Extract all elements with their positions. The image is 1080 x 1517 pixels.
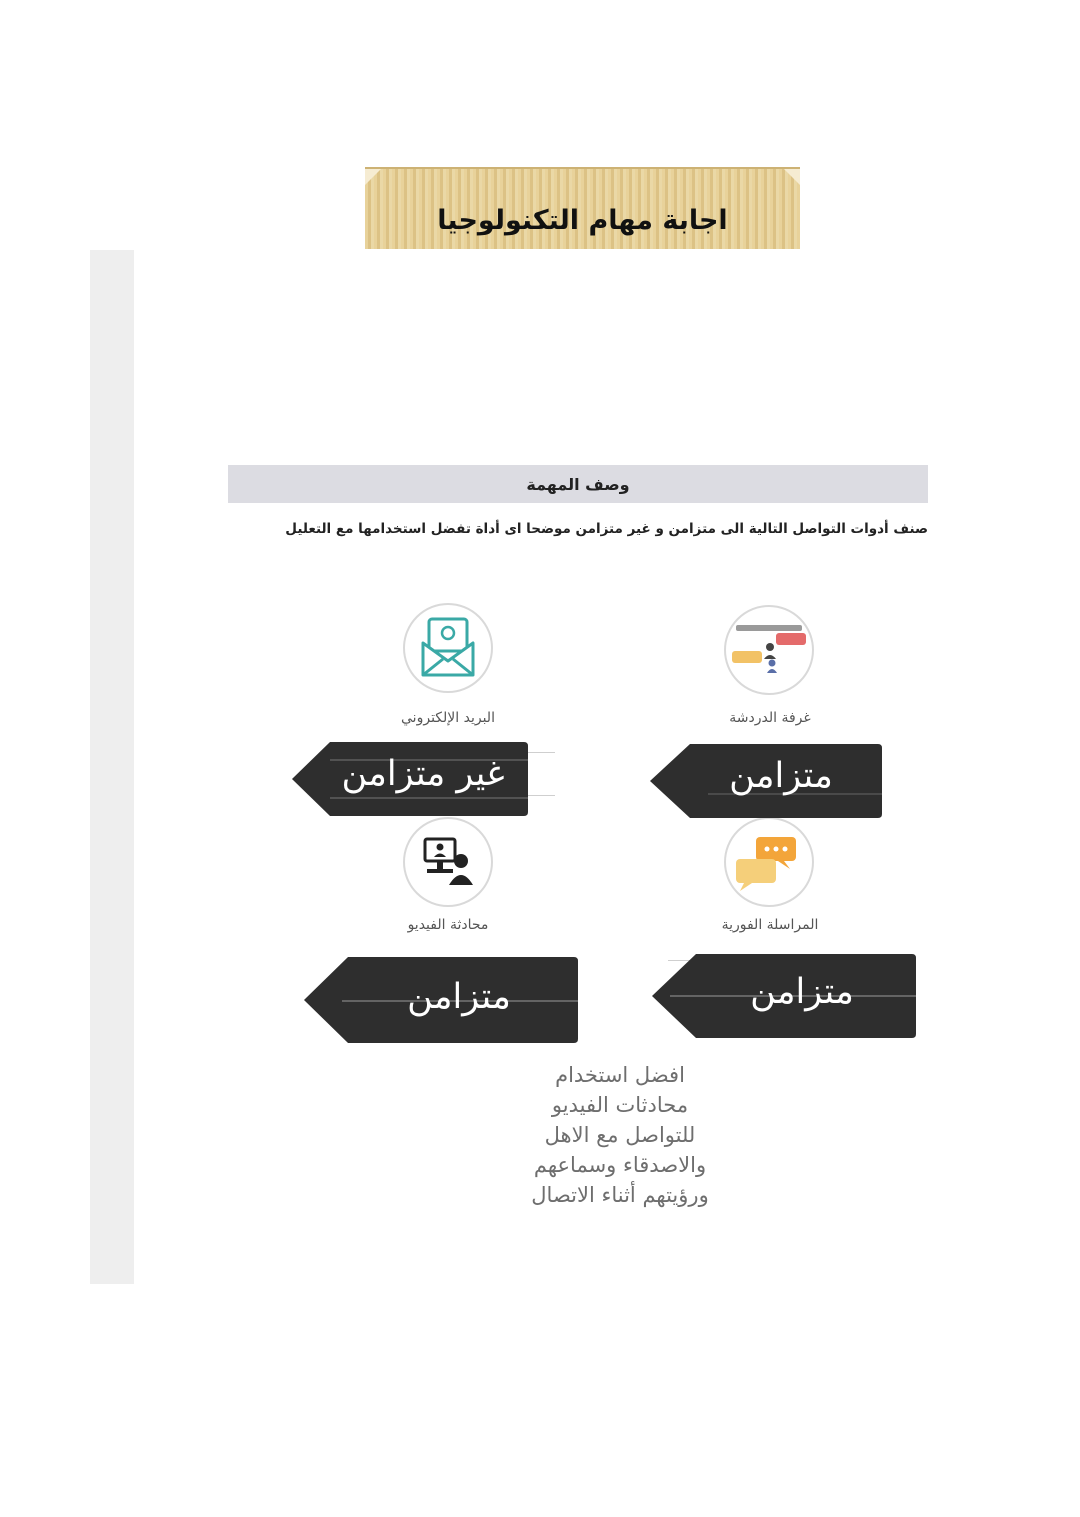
video-conference-icon [403, 817, 493, 907]
note-line: والاصدقاء وسماعهم [533, 1153, 707, 1177]
envelope-at-icon [403, 603, 493, 693]
task-instruction: صنف أدوات التواصل التالية الى متزامن و غير متزامن موضحا اى أداة تفضل استخدامها مع التعليل [285, 521, 928, 537]
answer-arrow-email [290, 740, 530, 818]
note-line: ورؤيتهم أثناء الاتصال [531, 1183, 709, 1207]
note-line: افضل استخدام [555, 1063, 685, 1087]
answer-text-email: غير متزامن [341, 754, 505, 794]
answer-arrow-chat-room [648, 742, 884, 820]
tool-label-instant-messaging: المراسلة الفورية [721, 917, 819, 933]
answer-arrow-video-chat [302, 955, 580, 1045]
note-line: محادثات الفيديو [551, 1093, 689, 1117]
instant-message-icon [724, 817, 814, 907]
title-banner [365, 167, 800, 249]
answer-text-instant-messaging: متزامن [750, 972, 854, 1012]
chat-room-icon [724, 605, 814, 695]
side-strip [90, 250, 134, 1284]
answer-text-chat-room: متزامن [729, 756, 833, 796]
answer-arrow-instant-messaging [650, 952, 918, 1040]
note-line: للتواصل مع الاهل [544, 1123, 696, 1147]
tool-label-video-chat: محادثة الفيديو [407, 917, 489, 933]
answer-text-video-chat: متزامن [407, 977, 511, 1017]
preference-note [470, 1060, 770, 1210]
task-header: وصف المهمة [228, 465, 928, 503]
tool-label-chat-room: غرفة الدردشة [729, 710, 811, 726]
tool-label-email: البريد الإلكتروني [401, 710, 495, 726]
page-title: اجابة مهام التكنولوجيا [437, 205, 728, 236]
